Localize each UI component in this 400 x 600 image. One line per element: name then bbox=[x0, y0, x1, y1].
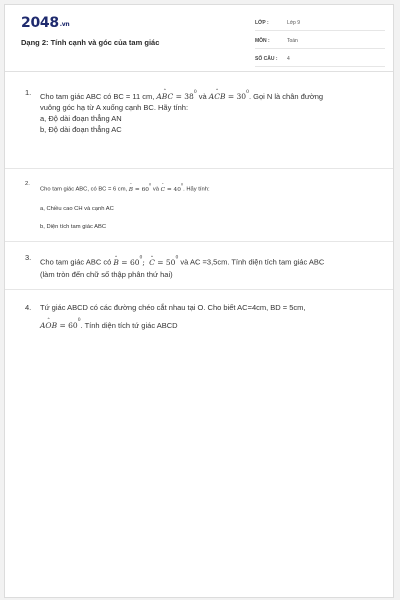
conjunction: và bbox=[198, 92, 207, 102]
degree-sign: 0 bbox=[139, 255, 143, 260]
stem-text: Cho tam giác ABC có BC = 11 cm, bbox=[40, 92, 155, 102]
meta-row-class bbox=[255, 17, 385, 31]
angle-value: = 40 bbox=[166, 186, 181, 193]
angle-name: ˆ C bbox=[149, 257, 155, 269]
sub-question-a: a, Độ dài đoạn thẳng AN bbox=[40, 114, 122, 124]
angle-expression bbox=[128, 182, 152, 193]
angle-expression bbox=[209, 92, 249, 101]
angle-name: ˆ B bbox=[113, 257, 119, 269]
question-body bbox=[40, 179, 383, 232]
logo-main: 2048 bbox=[21, 15, 59, 31]
degree-sign: 0 bbox=[180, 182, 184, 186]
angle-expression bbox=[113, 255, 145, 267]
worksheet bbox=[4, 4, 394, 598]
question-stem bbox=[40, 252, 383, 281]
angle-expression bbox=[156, 92, 196, 101]
sub-question-b: b, Diện tích tam giác ABC bbox=[40, 223, 107, 230]
question-stem bbox=[40, 87, 383, 113]
page-title: Dạng 2: Tính cạnh và góc của tam giác bbox=[21, 38, 160, 47]
angle-value: = 60 bbox=[121, 257, 140, 267]
degree-sign: 0 bbox=[175, 255, 179, 260]
meta-value: Toán bbox=[287, 38, 298, 44]
question-separator bbox=[5, 241, 393, 242]
sub-question-b: b, Độ dài đoạn thẳng AC bbox=[40, 125, 122, 135]
angle-name: ˆ ACB bbox=[209, 91, 226, 102]
angle-value: = 38 bbox=[175, 92, 194, 102]
question-number: 1. bbox=[25, 88, 32, 97]
degree-sign: 0 bbox=[193, 90, 197, 95]
angle-name: ˆ B bbox=[129, 185, 133, 195]
angle-name: ˆ C bbox=[161, 185, 165, 195]
sub-question-a: a, Chiều cao CH và cạnh AC bbox=[40, 205, 114, 212]
question-3 bbox=[25, 252, 383, 281]
stem-text: . Hãy tính: bbox=[183, 186, 210, 193]
logo[interactable] bbox=[21, 15, 69, 31]
meta-row-count bbox=[255, 53, 385, 67]
angle-expression bbox=[160, 182, 184, 193]
angle-name: ˆ AOB bbox=[40, 319, 57, 332]
stem-text: (làm tròn đến chữ số thập phân thứ hai) bbox=[40, 269, 173, 279]
meta-row-subject bbox=[255, 35, 385, 49]
meta-label: MÔN : bbox=[255, 38, 270, 44]
question-body bbox=[40, 87, 383, 135]
conjunction: và bbox=[152, 186, 159, 193]
question-stem bbox=[40, 301, 383, 332]
question-number: 2. bbox=[25, 181, 30, 187]
separator: ; bbox=[142, 257, 145, 267]
question-4 bbox=[25, 301, 383, 332]
meta-value: 4 bbox=[287, 56, 290, 62]
header-divider bbox=[5, 71, 393, 72]
meta-label: LỚP : bbox=[255, 20, 269, 26]
question-number: 3. bbox=[25, 253, 32, 262]
question-number: 4. bbox=[25, 303, 32, 312]
meta-value: Lớp 9 bbox=[287, 20, 301, 26]
stem-text: . Gọi N là chân đường bbox=[248, 92, 324, 102]
question-separator bbox=[5, 168, 393, 169]
stem-text: Cho tam giác ABC có bbox=[40, 257, 112, 267]
angle-expression bbox=[40, 318, 81, 331]
meta-label: SỐ CÂU : bbox=[255, 56, 278, 62]
meta-table bbox=[255, 17, 385, 71]
degree-sign: 0 bbox=[148, 182, 152, 186]
question-1 bbox=[25, 87, 383, 135]
question-body bbox=[40, 252, 383, 281]
angle-name: ˆ ABC bbox=[156, 91, 173, 102]
question-body bbox=[40, 301, 383, 332]
logo-tld: .vn bbox=[59, 21, 70, 28]
stem-text: Cho tam giác ABC, có BC = 6 cm, bbox=[40, 186, 128, 193]
angle-value: = 50 bbox=[157, 257, 176, 267]
header bbox=[5, 5, 393, 71]
stem-text: . Tính diện tích tứ giác ABCD bbox=[80, 321, 178, 331]
stem-text: vuông góc hạ từ A xuống cạnh BC. Hãy tính: bbox=[40, 103, 189, 113]
stem-text: và AC =3,5cm. Tính diện tích tam giác ABC bbox=[180, 257, 325, 267]
question-stem bbox=[40, 179, 383, 195]
degree-sign: 0 bbox=[77, 318, 81, 323]
angle-value: = 30 bbox=[227, 92, 247, 102]
angle-value: = 60 bbox=[59, 321, 78, 331]
angle-value: = 60 bbox=[134, 186, 149, 193]
question-separator bbox=[5, 289, 393, 290]
stem-text: Tứ giác ABCD có các đường chéo cắt nhau tại O. Cho biết AC=4cm, BD = 5cm, bbox=[40, 303, 306, 312]
question-2 bbox=[25, 179, 383, 232]
degree-sign: 0 bbox=[246, 90, 249, 95]
angle-expression bbox=[149, 255, 179, 267]
